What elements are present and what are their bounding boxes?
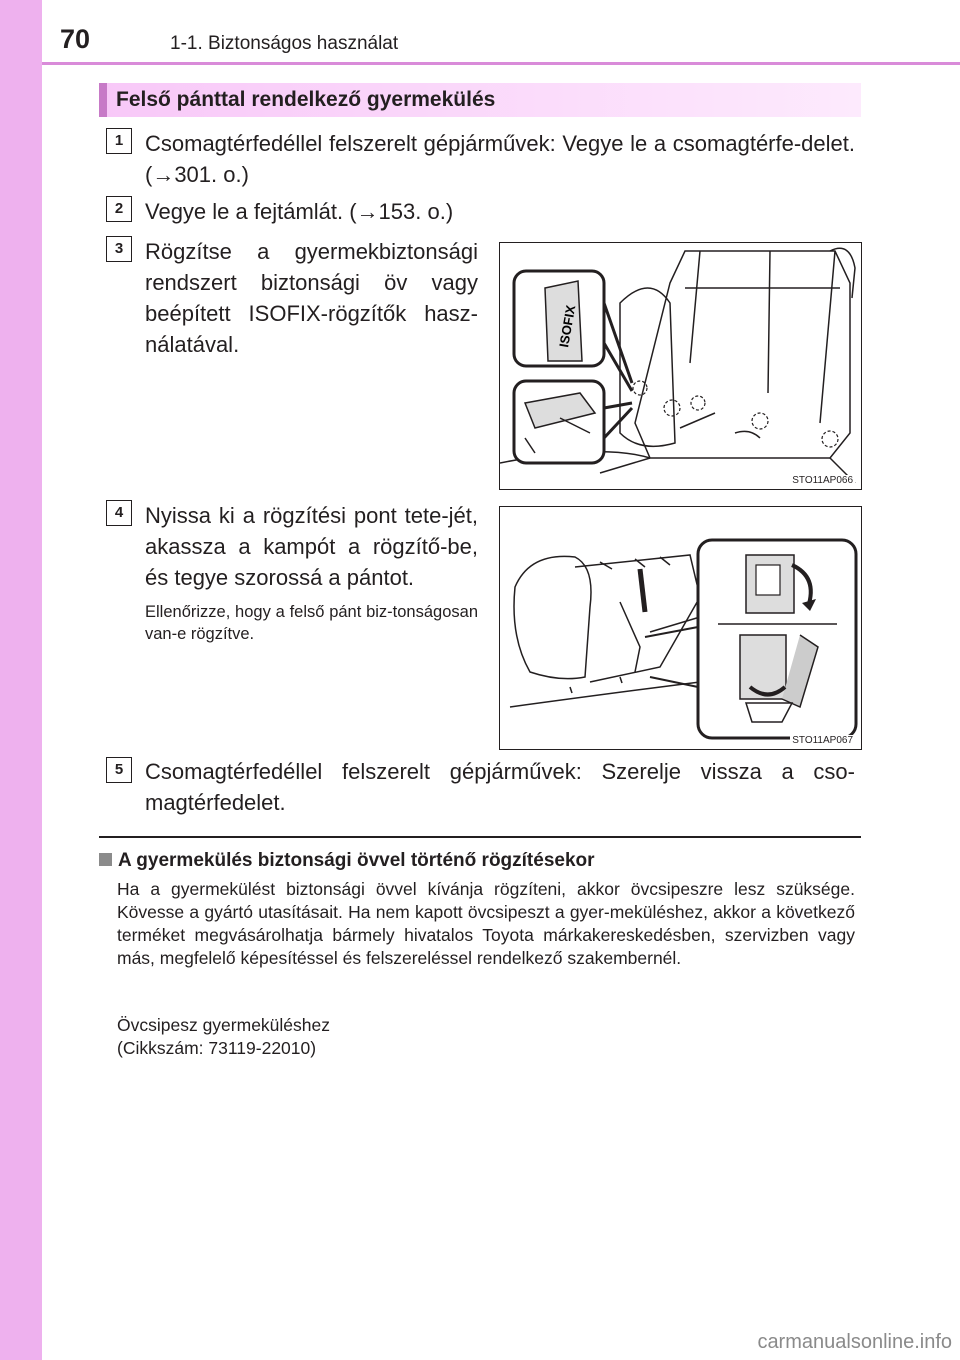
section-divider	[99, 836, 861, 838]
subsection-heading-text: A gyermekülés biztonsági övvel történő rögzítésekor	[118, 850, 595, 871]
figure-isofix-anchors	[499, 242, 862, 490]
page-number: 70	[60, 24, 91, 54]
watermark: carmanualsonline.info	[757, 1331, 952, 1353]
figure-top-tether	[499, 506, 862, 750]
step-number-4: 4	[106, 500, 132, 526]
step-number-3: 3	[106, 236, 132, 262]
subsection-paragraph: Ha a gyermekülést biztonsági övvel kívánja rögzíteni, akkor övcsipeszre lesz szüksége. Kövesse a gyártó utasításait. Ha nem kapott övcsipeszt a gyer-meküléshez, akkor a következő terméket megvásárolhatja bármely hivatalos Toyota márkakereskedésben, szervizben vagy más, megfelelő képesítéssel és felszereléssel rendelkező szakembernél.	[117, 879, 855, 968]
step-text-5: Csomagtérfedéllel felszerelt gépjárművek: Szerelje vissza a cso-magtérfedelet.	[145, 759, 855, 815]
section-title: 1-1. Biztonságos használat	[170, 33, 399, 54]
square-bullet-icon	[99, 853, 112, 866]
step-text-1: Csomagtérfedéllel felszerelt gépjárművek: Vegye le a csomagtérfe-delet. (→301. o.)	[145, 131, 855, 187]
page-title: Felső pánttal rendelkező gyermekülés	[116, 88, 496, 111]
rear-seat-illustration	[500, 243, 860, 488]
step-note-4: Ellenőrizze, hogy a felső pánt biz-tonságosan van-e rögzítve.	[145, 603, 478, 643]
title-band	[99, 83, 861, 117]
step-text-4: Nyissa ki a rögzítési pont tete-jét, akassza a kampót a rögzítő-be, és tegye szorossá a pántot.	[145, 503, 478, 590]
step-number-1: 1	[106, 128, 132, 154]
figure-code: STO11AP066	[792, 475, 853, 486]
tether-anchor-illustration	[500, 507, 860, 749]
step-number-5: 5	[106, 757, 132, 783]
title-accent	[99, 83, 107, 117]
step-text-2: Vegye le a fejtámlát. (→153. o.)	[145, 199, 454, 224]
page-sidebar	[0, 0, 42, 1360]
part-number: (Cikkszám: 73119-22010)	[117, 1038, 317, 1058]
step-number-2: 2	[106, 196, 132, 222]
step-text-3: Rögzítse a gyermekbiztonsági rendszert biztonsági öv vagy beépített ISOFIX-rögzítők hasz-nálatával.	[145, 239, 478, 357]
part-name: Övcsipesz gyermeküléshez	[117, 1015, 330, 1035]
header-rule	[42, 62, 960, 65]
isofix-label: ISOFIX	[556, 303, 579, 349]
figure-code: STO11AP067	[792, 735, 853, 746]
subsection-heading	[99, 850, 595, 872]
